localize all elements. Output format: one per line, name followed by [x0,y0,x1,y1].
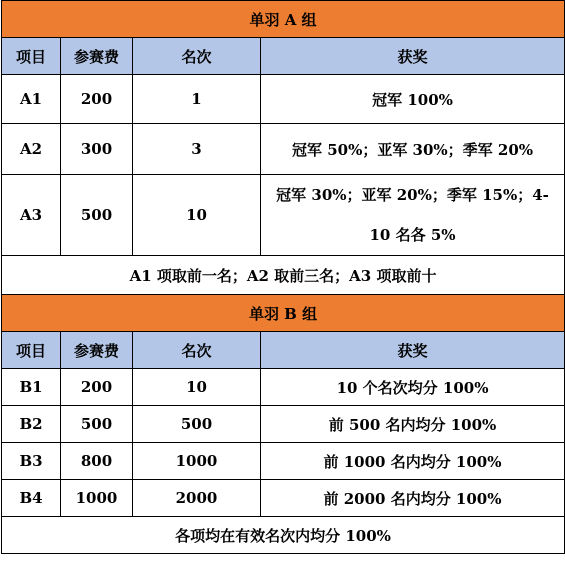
table-row [2,443,565,480]
item-cell: B1 [2,369,61,406]
group-a-note-row [2,256,565,295]
header-item: 项目 [2,332,61,369]
group-b-header-row [2,332,565,369]
table-row [2,406,565,443]
rank-cell: 1 [133,75,261,124]
group-a-title: 单羽 A 组 [2,1,565,38]
fee-cell: 300 [61,124,133,175]
rank-cell: 3 [133,124,261,175]
rank-cell: 10 [133,175,261,256]
fee-cell: 500 [61,175,133,256]
prize-cell: 冠军 50%；亚军 30%；季军 20% [261,124,565,175]
prize-cell-wrap [261,175,565,256]
item-cell: A1 [2,75,61,124]
table-row [2,369,565,406]
table-row [2,75,565,124]
group-a-header-row [2,38,565,75]
prize-cell: 前 500 名内均分 100% [261,406,565,443]
header-item: 项目 [2,38,61,75]
group-b-title-row [2,295,565,332]
table-row [2,480,565,517]
header-rank: 名次 [133,332,261,369]
item-cell: B3 [2,443,61,480]
fee-cell: 200 [61,75,133,124]
fee-cell: 800 [61,443,133,480]
group-b-title: 单羽 B 组 [2,295,565,332]
rank-cell: 2000 [133,480,261,517]
rank-cell: 1000 [133,443,261,480]
prize-cell: 冠军 100% [261,75,565,124]
item-cell: B4 [2,480,61,517]
prize-cell: 10 个名次均分 100% [261,369,565,406]
item-cell: B2 [2,406,61,443]
fee-cell: 200 [61,369,133,406]
prize-table [1,0,565,554]
table-row [2,124,565,175]
item-cell: A3 [2,175,61,256]
header-prize: 获奖 [261,332,565,369]
prize-cell: 冠军 30%；亚军 20%；季军 15%；4-10 名各 5% [276,186,549,244]
item-cell: A2 [2,124,61,175]
prize-cell: 前 2000 名内均分 100% [261,480,565,517]
header-fee: 参赛费 [61,332,133,369]
group-b-note: 各项均在有效名次内均分 100% [2,517,565,554]
table-row [2,175,565,256]
header-prize: 获奖 [261,38,565,75]
rank-cell: 10 [133,369,261,406]
group-a-note: A1 项取前一名；A2 取前三名；A3 项取前十 [2,256,565,295]
header-fee: 参赛费 [61,38,133,75]
rank-cell: 500 [133,406,261,443]
group-b-note-row [2,517,565,554]
fee-cell: 500 [61,406,133,443]
fee-cell: 1000 [61,480,133,517]
prize-cell: 前 1000 名内均分 100% [261,443,565,480]
group-a-title-row [2,1,565,38]
header-rank: 名次 [133,38,261,75]
